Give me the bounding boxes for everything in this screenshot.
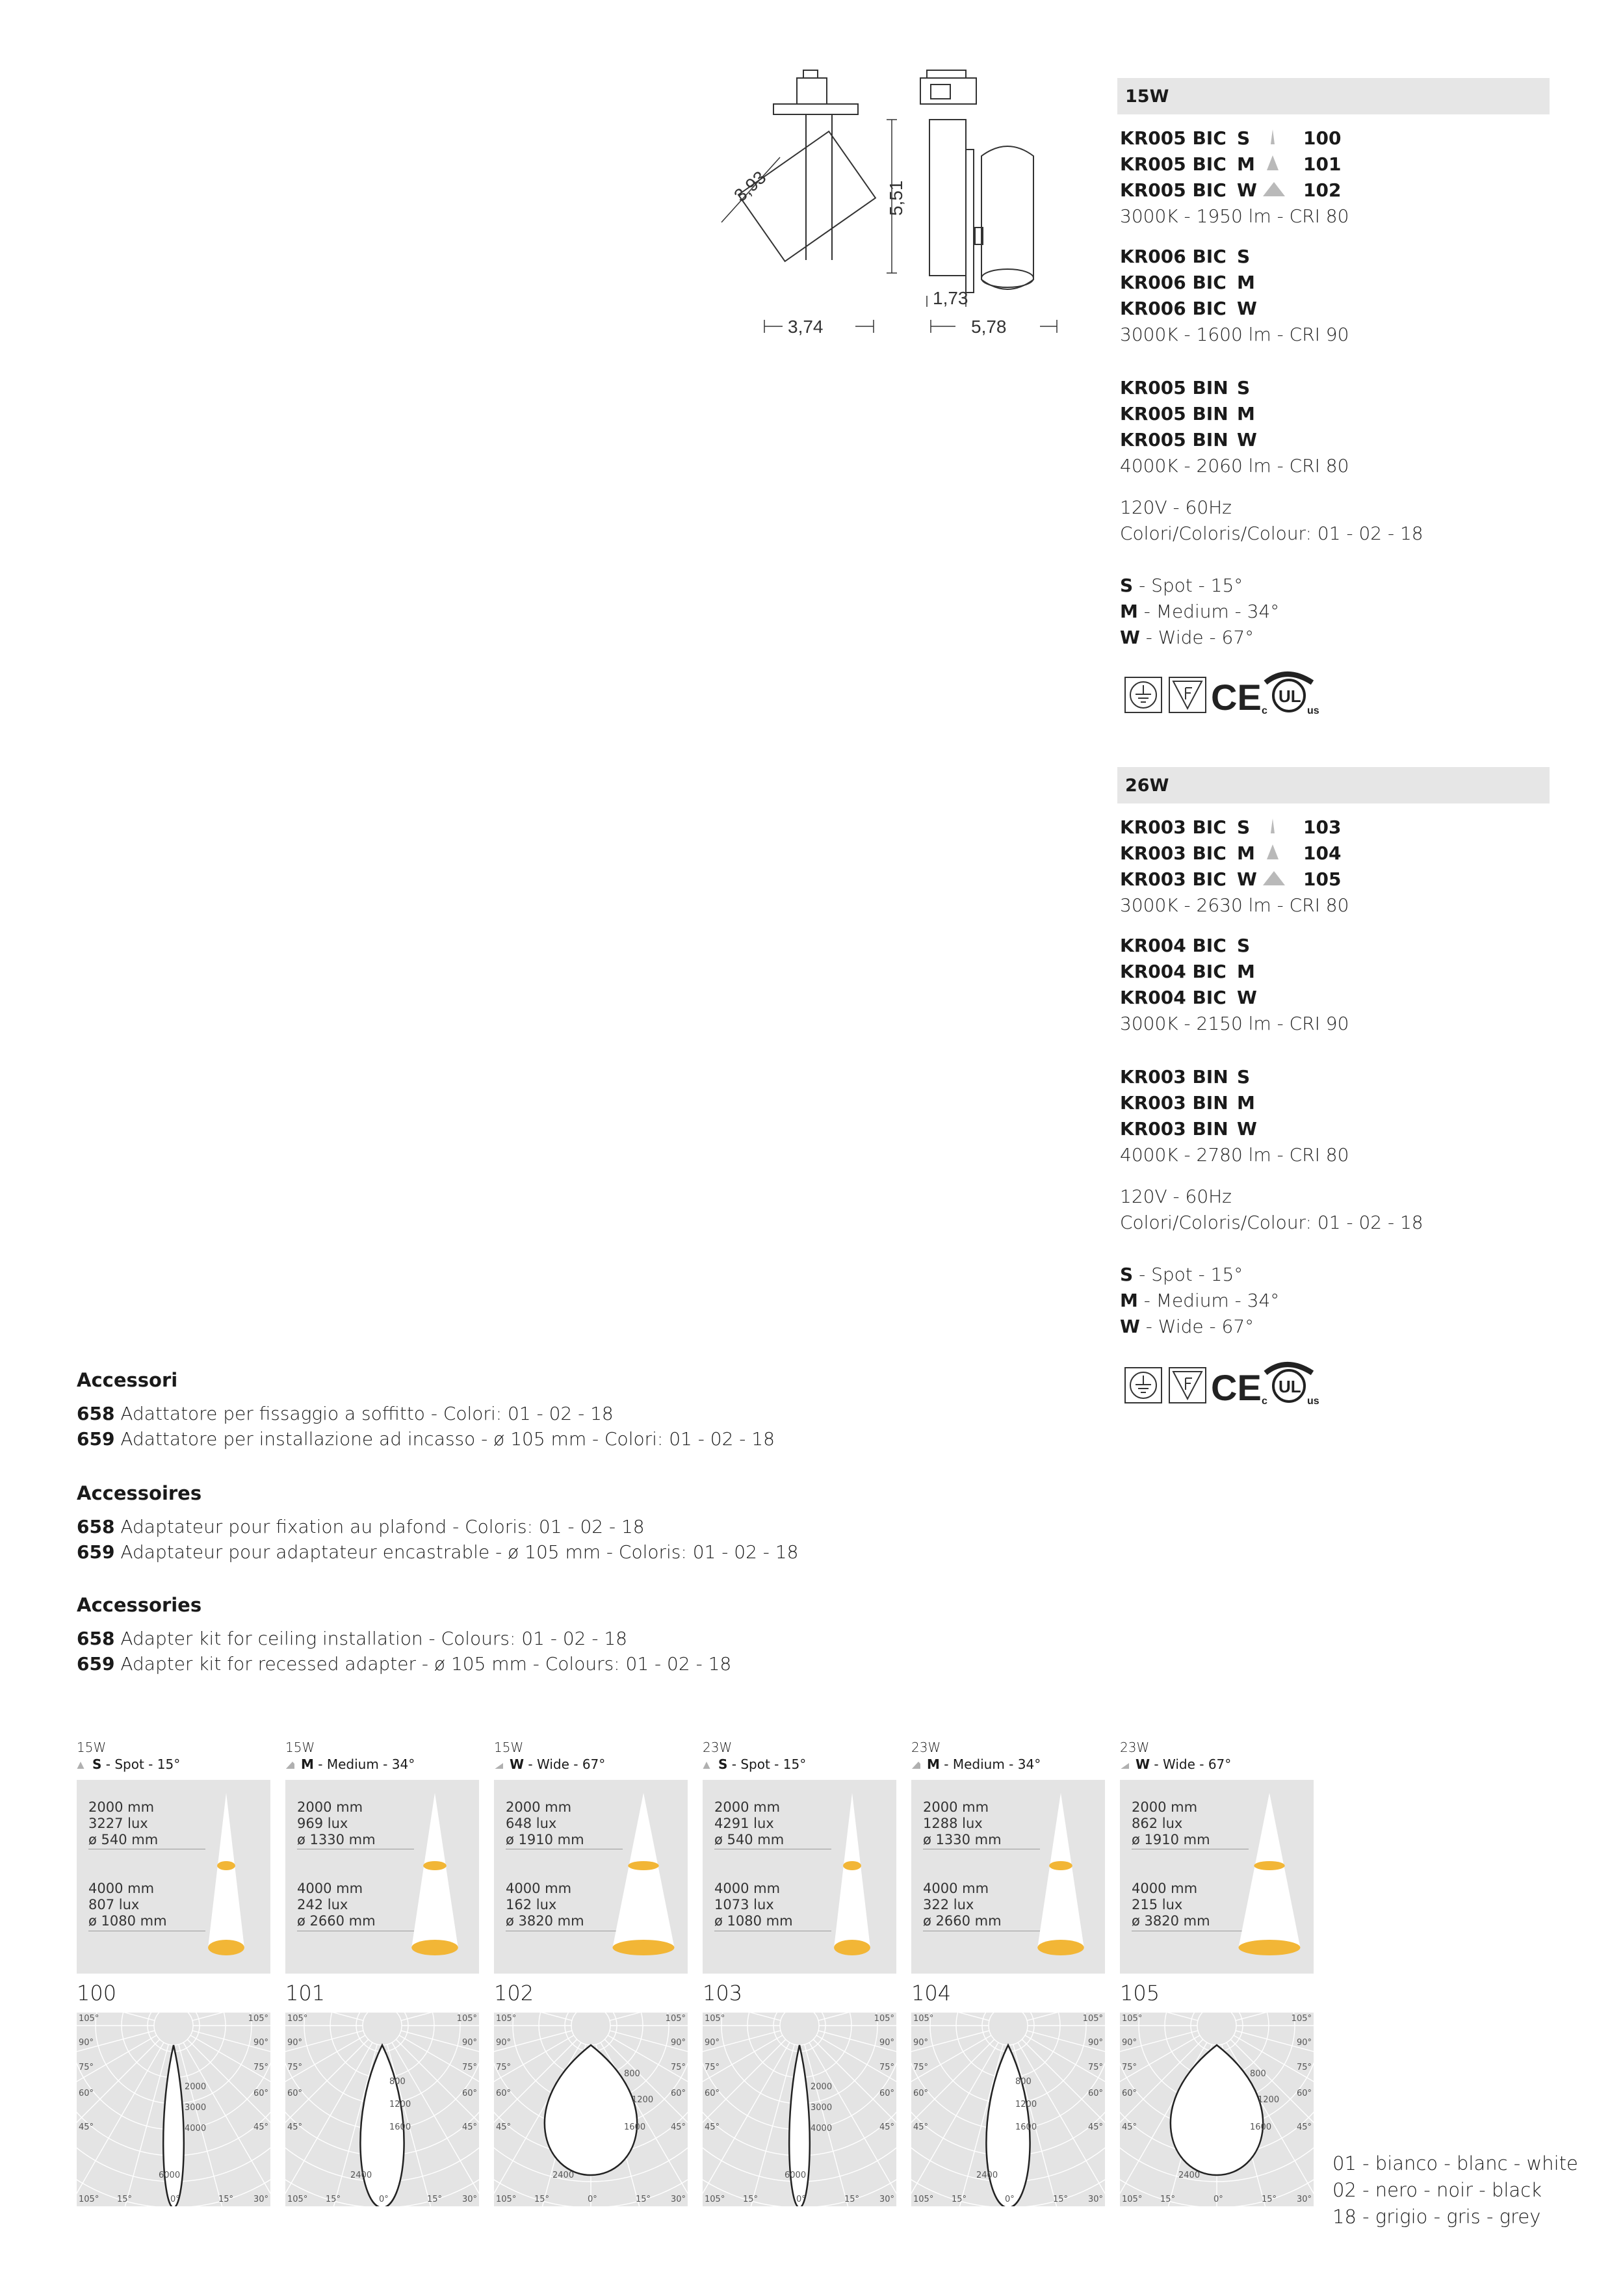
- polar-scale-label: 3000: [185, 2103, 207, 2113]
- polar-angle-label: 75°: [1122, 2063, 1137, 2072]
- polar-angle-label: 105°: [913, 2195, 934, 2204]
- polar-angle-label: 90°: [287, 2038, 303, 2048]
- beam-legend-row: M - Medium - 34°: [1120, 601, 1280, 622]
- near-diameter: ø 1910 mm: [506, 1832, 584, 1847]
- beam-legend-row: S - Spot - 15°: [1120, 1264, 1243, 1285]
- polar-scale-label: 3000: [811, 2103, 833, 2113]
- polar-angle-label: 105°: [287, 2195, 308, 2204]
- near-lux: 862 lux: [1132, 1816, 1183, 1831]
- beam-wide-icon: [1263, 179, 1303, 198]
- panel-wattage: 23W: [1120, 1740, 1150, 1755]
- far-lux: 322 lux: [923, 1897, 974, 1912]
- polar-angle-label: 0°: [1005, 2195, 1015, 2204]
- ground-icon: [1125, 677, 1162, 712]
- polar-angle-label: 30°: [879, 2195, 895, 2204]
- intensity-curve: [1171, 2045, 1263, 2175]
- polar-scale-label: 1200: [1015, 2100, 1037, 2109]
- beam-triangle-icon: [703, 1761, 712, 1769]
- far-distance: 4000 mm: [923, 1881, 989, 1896]
- beam-legend-row: W - Wide - 67°: [1120, 627, 1254, 648]
- beam-medium-icon: [1263, 153, 1303, 172]
- near-diameter: ø 1910 mm: [1132, 1832, 1210, 1847]
- polar-angle-label: 90°: [1296, 2038, 1312, 2048]
- polar-angle-label: 90°: [1087, 2038, 1103, 2048]
- illuminance-box: [77, 1780, 270, 1974]
- polar-angle-label: 105°: [496, 2014, 517, 2024]
- far-lux: 215 lux: [1132, 1897, 1183, 1912]
- svg-text:us: us: [1307, 1396, 1319, 1405]
- polar-scale-label: 1600: [1015, 2122, 1037, 2132]
- spec-note: 3000K - 1950 lm - CRI 80: [1120, 205, 1349, 227]
- color-legend: [1332, 2150, 1578, 2230]
- polar-angle-label: 60°: [1122, 2089, 1137, 2098]
- svg-text:UL: UL: [1279, 686, 1301, 706]
- product-row: KR004 BIC M: [1120, 961, 1255, 982]
- panel-code: 104: [911, 1981, 952, 2005]
- accessories-en: [77, 1593, 731, 1676]
- near-distance: 2000 mm: [297, 1799, 363, 1815]
- product-row: KR006 BIC W: [1120, 298, 1257, 319]
- polar-scale-label: 1600: [624, 2122, 646, 2132]
- polar-angle-label: 45°: [287, 2122, 303, 2132]
- polar-angle-label: 45°: [1087, 2122, 1103, 2132]
- product-row: KR003 BIC W 105: [1120, 868, 1342, 890]
- product-row: KR005 BIC M 101: [1120, 153, 1342, 175]
- polar-angle-label: 60°: [461, 2089, 477, 2098]
- near-spot: [423, 1861, 447, 1870]
- f-mark-icon: [1169, 1368, 1206, 1403]
- polar-angle-label: 15°: [844, 2195, 860, 2204]
- polar-angle-label: 0°: [379, 2195, 389, 2204]
- polar-angle-label: 90°: [79, 2038, 94, 2048]
- beam-triangle-icon: [77, 1761, 86, 1769]
- far-spot: [613, 1940, 675, 1955]
- polar-angle-label: 45°: [705, 2122, 720, 2132]
- polar-angle-label: 45°: [879, 2122, 894, 2132]
- far-distance: 4000 mm: [506, 1881, 572, 1896]
- polar-angle-label: 30°: [671, 2195, 686, 2204]
- polar-angle-label: 60°: [913, 2089, 929, 2098]
- ce-mark-icon: CE: [1211, 1367, 1262, 1405]
- polar-angle-label: 105°: [874, 2014, 894, 2024]
- polar-angle-label: 75°: [287, 2063, 303, 2072]
- accessories-heading: Accessori: [77, 1369, 178, 1391]
- polar-angle-label: 60°: [79, 2089, 94, 2098]
- dim-offset: 1,73: [933, 288, 968, 308]
- panel-code: 101: [285, 1981, 326, 2005]
- illuminance-box: [285, 1780, 479, 1974]
- polar-angle-label: 90°: [670, 2038, 686, 2048]
- illuminance-box: [494, 1780, 688, 1974]
- intensity-curve: [545, 2045, 637, 2175]
- polar-angle-label: 60°: [1296, 2089, 1312, 2098]
- panel-code: 103: [703, 1981, 743, 2005]
- polar-angle-label: 105°: [913, 2014, 934, 2024]
- accessory-item: 659 Adattatore per installazione ad incasso - ø 105 mm - Colori: 01 - 02 - 18: [77, 1428, 775, 1450]
- light-cone-diagram: [77, 1780, 270, 1974]
- beam-spot-icon: [1263, 127, 1303, 146]
- polar-angle-label: 105°: [248, 2014, 268, 2024]
- product-row: KR006 BIC M: [1120, 272, 1255, 293]
- near-lux: 4291 lux: [714, 1816, 774, 1831]
- near-diameter: ø 540 mm: [714, 1832, 785, 1847]
- near-lux: 648 lux: [506, 1816, 557, 1831]
- polar-scale-label: 6000: [159, 2171, 181, 2180]
- product-row: KR006 BIC S: [1120, 246, 1251, 267]
- f-mark-icon: [1169, 677, 1206, 712]
- near-spot: [1254, 1861, 1285, 1870]
- beam-triangle-icon: [285, 1761, 294, 1769]
- accessory-item: 659 Adaptateur pour adaptateur encastrable - ø 105 mm - Coloris: 01 - 02 - 18: [77, 1541, 799, 1563]
- polar-angle-label: 75°: [253, 2063, 268, 2072]
- polar-angle-label: 60°: [496, 2089, 512, 2098]
- near-diameter: ø 540 mm: [88, 1832, 159, 1847]
- color-legend-item: 02 - nero - noir - black: [1332, 2179, 1542, 2201]
- light-cone-diagram: [911, 1780, 1105, 1974]
- color-legend-item: 18 - grigio - gris - grey: [1332, 2206, 1541, 2228]
- photometric-panel: [703, 1740, 896, 2208]
- polar-scale-label: 1200: [632, 2095, 654, 2105]
- polar-angle-label: 105°: [456, 2014, 477, 2024]
- spec-note: 4000K - 2060 lm - CRI 80: [1120, 455, 1349, 476]
- near-diameter: ø 1330 mm: [923, 1832, 1002, 1847]
- polar-scale-label: 2400: [976, 2171, 998, 2180]
- polar-angle-label: 60°: [1087, 2089, 1103, 2098]
- ce-mark-icon: CE: [1211, 677, 1262, 715]
- far-diameter: ø 1080 mm: [88, 1913, 167, 1929]
- far-distance: 4000 mm: [714, 1881, 781, 1896]
- accessories-fr: [77, 1481, 798, 1565]
- polar-angle-label: 105°: [79, 2195, 99, 2204]
- polar-angle-label: 15°: [1160, 2195, 1176, 2204]
- polar-angle-label: 90°: [461, 2038, 477, 2048]
- product-row: KR004 BIC S: [1120, 935, 1251, 956]
- panel-wattage: 15W: [494, 1740, 524, 1755]
- near-distance: 2000 mm: [506, 1799, 572, 1815]
- section-header-26w: 26W: [1117, 767, 1550, 803]
- polar-diagram: [77, 2013, 270, 2206]
- beam-triangle-icon: [911, 1761, 920, 1769]
- polar-angle-label: 45°: [253, 2122, 268, 2132]
- panel-beam-label: W - Wide - 67°: [1120, 1756, 1231, 1772]
- polar-angle-label: 75°: [913, 2063, 929, 2072]
- polar-scale-label: 1600: [389, 2122, 411, 2132]
- polar-scale-label: 2400: [350, 2171, 372, 2180]
- spec-block-15w: [1120, 125, 1423, 651]
- svg-text:c: c: [1262, 705, 1267, 715]
- far-distance: 4000 mm: [1132, 1881, 1198, 1896]
- polar-scale-label: 800: [1250, 2069, 1266, 2079]
- spec-note: 4000K - 2780 lm - CRI 80: [1120, 1144, 1349, 1166]
- ground-icon: [1125, 1368, 1162, 1403]
- polar-angle-label: 90°: [1122, 2038, 1137, 2048]
- polar-scale-label: 2000: [185, 2082, 207, 2092]
- panel-code: 100: [77, 1981, 117, 2005]
- accessories-heading: Accessoires: [77, 1482, 202, 1504]
- section-header-15w: 15W: [1117, 78, 1550, 114]
- light-cone-diagram: [285, 1780, 479, 1974]
- polar-angle-label: 75°: [879, 2063, 894, 2072]
- photometric-panel: [1120, 1740, 1314, 2208]
- panel-wattage: 15W: [77, 1740, 107, 1755]
- product-row: KR003 BIC M 104: [1120, 842, 1342, 864]
- polar-diagram: [911, 2013, 1105, 2206]
- polar-angle-label: 105°: [705, 2195, 725, 2204]
- polar-angle-label: 105°: [496, 2195, 517, 2204]
- product-row: KR005 BIC W 102: [1120, 179, 1342, 201]
- polar-angle-label: 45°: [496, 2122, 512, 2132]
- polar-angle-label: 30°: [1297, 2195, 1312, 2204]
- near-lux: 1288 lux: [923, 1816, 983, 1831]
- polar-angle-label: 0°: [796, 2195, 806, 2204]
- polar-angle-label: 45°: [670, 2122, 686, 2132]
- polar-diagram: [703, 2013, 896, 2206]
- beam-medium-icon: [1263, 842, 1303, 861]
- photometric-panel: [77, 1740, 270, 2208]
- ul-classified-icon: [1262, 1364, 1319, 1405]
- near-distance: 2000 mm: [923, 1799, 989, 1815]
- far-spot: [208, 1940, 244, 1955]
- polar-angle-label: 0°: [1214, 2195, 1223, 2204]
- polar-scale-label: 2400: [1178, 2171, 1201, 2180]
- polar-angle-label: 105°: [705, 2014, 725, 2024]
- far-spot: [1037, 1940, 1084, 1955]
- near-lux: 3227 lux: [88, 1816, 148, 1831]
- panel-wattage: 23W: [911, 1740, 941, 1755]
- panel-code: 102: [494, 1981, 534, 2005]
- polar-angle-label: 90°: [913, 2038, 929, 2048]
- spec-block-26w: [1120, 815, 1423, 1340]
- near-spot: [843, 1861, 861, 1870]
- near-lux: 969 lux: [297, 1816, 348, 1831]
- polar-angle-label: 45°: [913, 2122, 929, 2132]
- polar-angle-label: 75°: [1296, 2063, 1312, 2072]
- far-distance: 4000 mm: [88, 1881, 155, 1896]
- polar-angle-label: 0°: [170, 2195, 180, 2204]
- beam-spot-icon: [1263, 816, 1303, 835]
- panel-wattage: 15W: [285, 1740, 315, 1755]
- svg-text:UL: UL: [1279, 1377, 1301, 1396]
- panel-beam-label: W - Wide - 67°: [494, 1756, 605, 1772]
- near-diameter: ø 1330 mm: [297, 1832, 376, 1847]
- polar-angle-label: 60°: [287, 2089, 303, 2098]
- color-legend-item: 01 - bianco - blanc - white: [1332, 2152, 1578, 2174]
- product-row: KR003 BIN W: [1120, 1118, 1257, 1140]
- far-diameter: ø 3820 mm: [1132, 1913, 1210, 1929]
- far-lux: 162 lux: [506, 1897, 557, 1912]
- polar-angle-label: 90°: [705, 2038, 720, 2048]
- polar-angle-label: 105°: [1122, 2014, 1143, 2024]
- accessory-item: 659 Adapter kit for recessed adapter - ø 105 mm - Colours: 01 - 02 - 18: [77, 1653, 732, 1675]
- far-spot: [834, 1940, 870, 1955]
- accessories-heading: Accessories: [77, 1594, 202, 1616]
- near-distance: 2000 mm: [88, 1799, 155, 1815]
- polar-angle-label: 75°: [1087, 2063, 1103, 2072]
- polar-angle-label: 15°: [534, 2195, 550, 2204]
- polar-angle-label: 105°: [665, 2014, 686, 2024]
- svg-text:c: c: [1262, 1396, 1267, 1405]
- polar-scale-label: 800: [1015, 2077, 1032, 2087]
- polar-angle-label: 30°: [462, 2195, 478, 2204]
- certifications-26w: [1124, 1359, 1358, 1404]
- polar-angle-label: 75°: [496, 2063, 512, 2072]
- product-row: KR003 BIN S: [1120, 1066, 1251, 1088]
- far-lux: 242 lux: [297, 1897, 348, 1912]
- panel-wattage: 23W: [703, 1740, 733, 1755]
- far-lux: 807 lux: [88, 1897, 140, 1912]
- polar-angle-label: 75°: [670, 2063, 686, 2072]
- panel-beam-label: M - Medium - 34°: [911, 1756, 1041, 1772]
- illuminance-box: [911, 1780, 1105, 1974]
- polar-scale-label: 2000: [811, 2082, 833, 2092]
- polar-angle-label: 15°: [743, 2195, 759, 2204]
- far-diameter: ø 2660 mm: [923, 1913, 1002, 1929]
- beam-triangle-icon: [1120, 1761, 1129, 1769]
- photometric-panel: [285, 1740, 479, 2208]
- polar-angle-label: 60°: [879, 2089, 894, 2098]
- spec-note: 3000K - 2630 lm - CRI 80: [1120, 894, 1349, 916]
- beam-wide-icon: [1263, 868, 1303, 887]
- polar-angle-label: 15°: [952, 2195, 967, 2204]
- polar-angle-label: 45°: [461, 2122, 477, 2132]
- polar-angle-label: 105°: [79, 2014, 99, 2024]
- photometric-panel: [911, 1740, 1105, 2208]
- polar-scale-label: 4000: [185, 2124, 207, 2133]
- svg-text:us: us: [1307, 705, 1319, 715]
- polar-angle-label: 105°: [1082, 2014, 1103, 2024]
- polar-diagram: [1120, 2013, 1314, 2206]
- near-spot: [217, 1861, 235, 1870]
- product-row: KR005 BIN W: [1120, 429, 1257, 450]
- polar-scale-label: 800: [389, 2077, 406, 2087]
- polar-scale-label: 4000: [811, 2124, 833, 2133]
- polar-angle-label: 105°: [287, 2014, 308, 2024]
- voltage-text: 120V - 60Hz: [1120, 497, 1232, 518]
- near-distance: 2000 mm: [714, 1799, 781, 1815]
- polar-angle-label: 15°: [117, 2195, 133, 2204]
- polar-angle-label: 15°: [1262, 2195, 1277, 2204]
- accessory-item: 658 Adattatore per fissaggio a soffitto - Colori: 01 - 02 - 18: [77, 1403, 614, 1424]
- polar-diagram: [494, 2013, 688, 2206]
- light-cone-diagram: [1120, 1780, 1314, 1974]
- near-spot: [628, 1861, 659, 1870]
- beam-legend-row: W - Wide - 67°: [1120, 1316, 1254, 1337]
- illuminance-box: [703, 1780, 896, 1974]
- photometric-panel: [494, 1740, 688, 2208]
- far-distance: 4000 mm: [297, 1881, 363, 1896]
- technical-drawing: [702, 65, 1066, 358]
- polar-angle-label: 75°: [461, 2063, 477, 2072]
- polar-scale-label: 2400: [552, 2171, 575, 2180]
- far-spot: [411, 1940, 458, 1955]
- polar-scale-label: 800: [624, 2069, 640, 2079]
- polar-scale-label: 1200: [389, 2100, 411, 2109]
- ul-classified-icon: [1262, 674, 1319, 715]
- polar-angle-label: 15°: [636, 2195, 651, 2204]
- dim-height: 5,51: [886, 180, 906, 216]
- dim-front-width: 5,78: [971, 317, 1007, 337]
- product-row: KR005 BIN M: [1120, 403, 1255, 424]
- far-diameter: ø 2660 mm: [297, 1913, 376, 1929]
- polar-scale-label: 1200: [1258, 2095, 1280, 2105]
- polar-scale-label: 6000: [785, 2171, 807, 2180]
- accessories-it: [77, 1368, 775, 1452]
- polar-angle-label: 45°: [79, 2122, 94, 2132]
- polar-angle-label: 45°: [1296, 2122, 1312, 2132]
- product-row: KR004 BIC W: [1120, 987, 1257, 1008]
- spec-note: 3000K - 2150 lm - CRI 90: [1120, 1013, 1349, 1034]
- polar-angle-label: 0°: [588, 2195, 597, 2204]
- light-cone-diagram: [494, 1780, 688, 1974]
- intensity-curve: [789, 2045, 810, 2206]
- product-row: KR005 BIN S: [1120, 377, 1251, 398]
- polar-scale-label: 1600: [1250, 2122, 1272, 2132]
- dim-side-width: 3,74: [788, 317, 824, 337]
- illuminance-box: [1120, 1780, 1314, 1974]
- polar-angle-label: 15°: [218, 2195, 234, 2204]
- polar-angle-label: 30°: [1088, 2195, 1104, 2204]
- product-row: KR003 BIC S 103: [1120, 816, 1342, 838]
- voltage-text: 120V - 60Hz: [1120, 1186, 1232, 1207]
- colors-text: Colori/Coloris/Colour: 01 - 02 - 18: [1120, 523, 1423, 544]
- product-row: KR005 BIC S 100: [1120, 127, 1342, 149]
- panel-beam-label: S - Spot - 15°: [703, 1756, 806, 1772]
- polar-angle-label: 60°: [670, 2089, 686, 2098]
- far-diameter: ø 3820 mm: [506, 1913, 584, 1929]
- polar-angle-label: 90°: [496, 2038, 512, 2048]
- polar-angle-label: 15°: [326, 2195, 341, 2204]
- intensity-curve: [163, 2045, 184, 2206]
- product-dimension-drawing: [702, 65, 1066, 358]
- dim-diagonal: 3,93: [730, 166, 770, 206]
- polar-diagram: [285, 2013, 479, 2206]
- panel-code: 105: [1120, 1981, 1160, 2005]
- polar-angle-label: 45°: [1122, 2122, 1137, 2132]
- polar-angle-label: 90°: [253, 2038, 268, 2048]
- beam-triangle-icon: [494, 1761, 503, 1769]
- near-spot: [1049, 1861, 1072, 1870]
- certifications-15w: [1124, 668, 1358, 714]
- polar-angle-label: 15°: [1053, 2195, 1069, 2204]
- polar-angle-label: 105°: [1291, 2014, 1312, 2024]
- accessory-item: 658 Adapter kit for ceiling installation - Colours: 01 - 02 - 18: [77, 1628, 627, 1649]
- far-diameter: ø 1080 mm: [714, 1913, 793, 1929]
- polar-angle-label: 60°: [705, 2089, 720, 2098]
- light-cone-diagram: [703, 1780, 896, 1974]
- colors-text: Colori/Coloris/Colour: 01 - 02 - 18: [1120, 1212, 1423, 1233]
- beam-legend-row: S - Spot - 15°: [1120, 575, 1243, 596]
- panel-beam-label: S - Spot - 15°: [77, 1756, 180, 1772]
- far-lux: 1073 lux: [714, 1897, 774, 1912]
- product-row: KR003 BIN M: [1120, 1092, 1255, 1114]
- panel-beam-label: M - Medium - 34°: [285, 1756, 415, 1772]
- far-spot: [1239, 1940, 1301, 1955]
- polar-angle-label: 30°: [253, 2195, 269, 2204]
- spec-note: 3000K - 1600 lm - CRI 90: [1120, 324, 1349, 345]
- near-distance: 2000 mm: [1132, 1799, 1198, 1815]
- polar-angle-label: 75°: [79, 2063, 94, 2072]
- accessory-item: 658 Adaptateur pour fixation au plafond - Coloris: 01 - 02 - 18: [77, 1516, 645, 1537]
- polar-angle-label: 105°: [1122, 2195, 1143, 2204]
- polar-angle-label: 60°: [253, 2089, 268, 2098]
- polar-angle-label: 90°: [879, 2038, 894, 2048]
- beam-legend-row: M - Medium - 34°: [1120, 1290, 1280, 1311]
- polar-angle-label: 15°: [427, 2195, 443, 2204]
- polar-angle-label: 75°: [705, 2063, 720, 2072]
